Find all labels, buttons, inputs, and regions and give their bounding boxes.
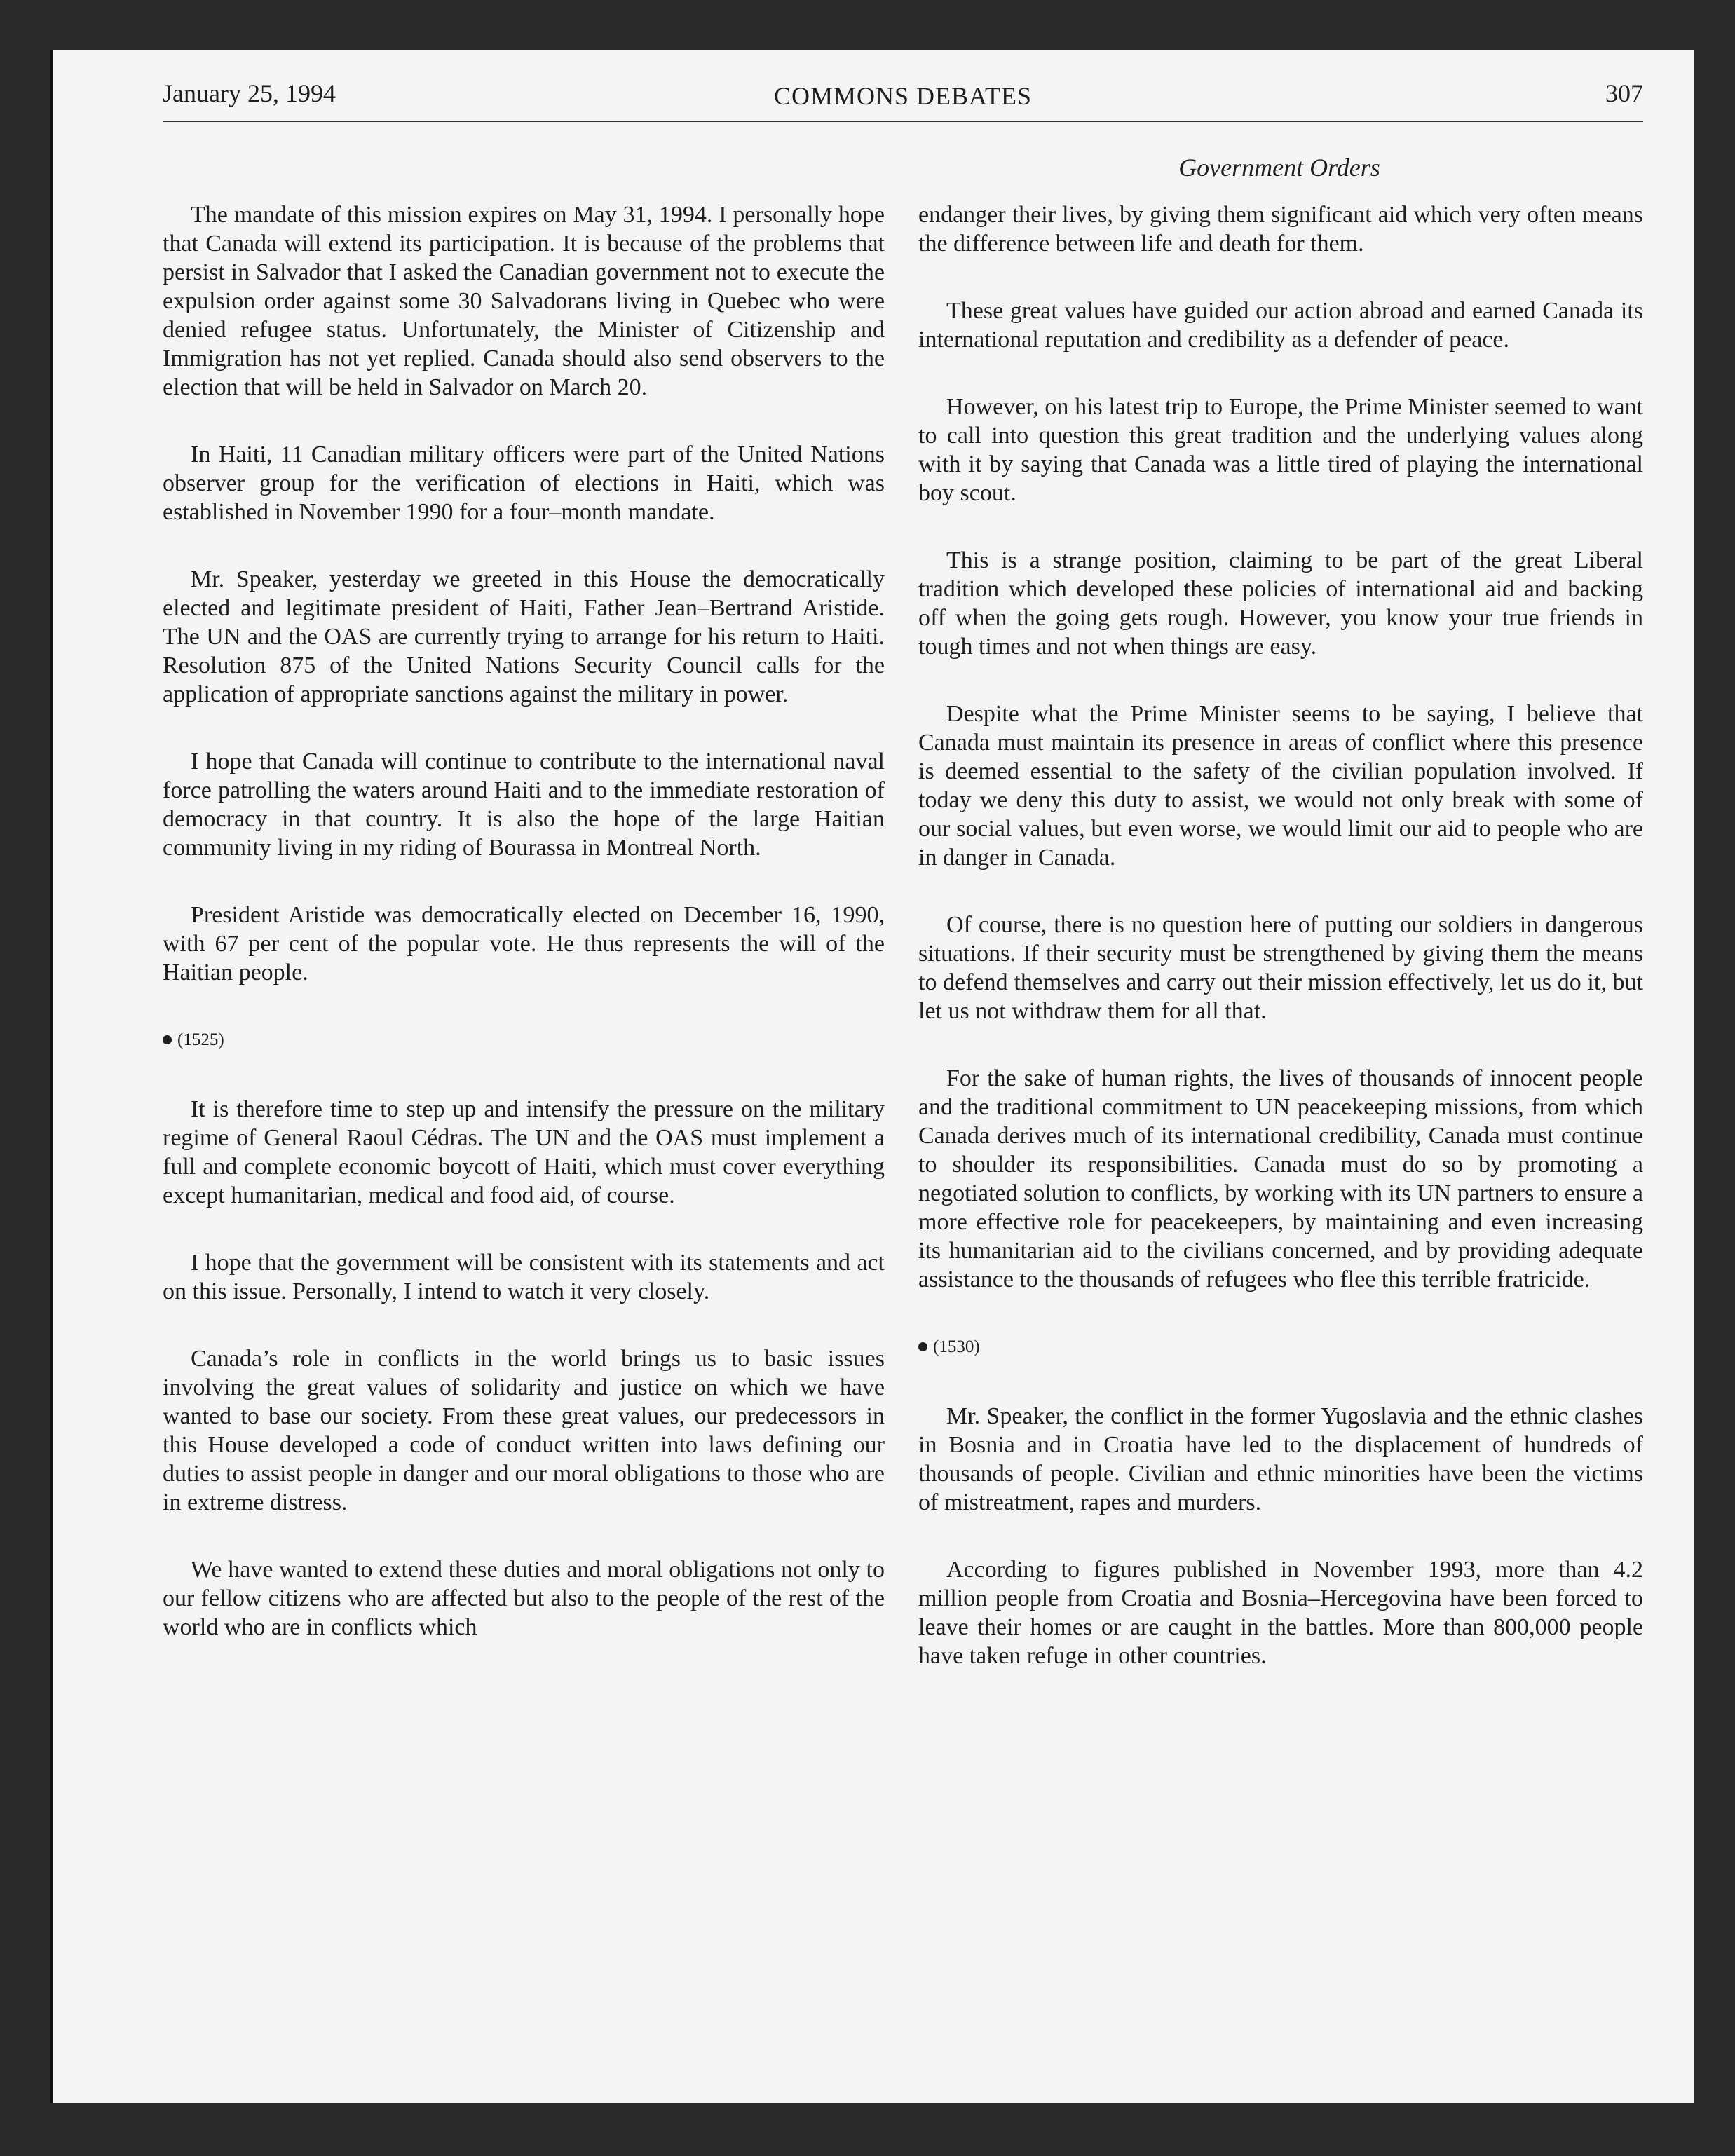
paragraph-continued: endanger their lives, by giving them significant aid which very often means the difference between life and death for them. xyxy=(918,202,1643,257)
time-marker xyxy=(163,1025,885,1054)
paragraph: These great values have guided our action abroad and earned Canada its international reputation and credibility as a defender of peace. xyxy=(918,298,1643,353)
paragraph: It is therefore time to step up and intensify the pressure on the military regime of General Raoul Cédras. The UN and the OAS must implement a full and complete economic boycott of Haiti, which must cover everything except humanitarian, medical and food aid, of course. xyxy=(163,1096,885,1208)
left-column xyxy=(163,200,885,1680)
paragraph: Despite what the Prime Minister seems to be saying, I believe that Canada must maintain its presence in areas of conflict where this presence is deemed essential to the safety of the civilian population involved. If today we deny this duty to assist, we would not only break with some of our social values, but even worse, we would limit our aid to people who are in danger in Canada. xyxy=(918,701,1643,871)
paragraph: Of course, there is no question here of putting our soldiers in dangerous situations. If their security must be strengthened by giving them the means to defend themselves and carry out their mission effectively, let us do it, but let us not withdraw them for all that. xyxy=(918,912,1643,1024)
header-rule xyxy=(163,121,1643,122)
section-title: Government Orders xyxy=(1178,153,1380,182)
header-title: COMMONS DEBATES xyxy=(773,82,1033,110)
header-date: January 25, 1994 xyxy=(163,79,336,107)
bullet-icon xyxy=(918,1342,927,1351)
paragraph: President Aristide was democratically elected on December 16, 1990, with 67 per cent of the popular vote. He thus represents the will of the Haitian people. xyxy=(163,902,885,985)
right-column xyxy=(918,200,1643,1709)
paragraph: However, on his latest trip to Europe, the Prime Minister seemed to want to call into question this great tradition and the underlying values along with it by saying that Canada was a little tired of playing the international boy scout. xyxy=(918,394,1643,506)
running-header xyxy=(163,79,1643,122)
page-number: 307 xyxy=(1605,79,1643,107)
paragraph: Mr. Speaker, yesterday we greeted in this House the democratically elected and legitimate president of Haiti, Father Jean–Bertrand Aristide. The UN and the OAS are currently trying to arrange for his return to Haiti. Resolution 875 of the United Nations Security Council calls for the application of appropriate sanctions against the military in power. xyxy=(163,566,885,707)
paragraph: In Haiti, 11 Canadian military officers were part of the United Nations observer group for the verification of elections in Haiti, which was established in November 1990 for a four–month mandate. xyxy=(163,442,885,525)
paragraph: According to figures published in November 1993, more than 4.2 million people from Croatia and Bosnia–Hercegovina have been forced to leave their homes or are caught in the battles. More than 800,000 people have taken refuge in other countries. xyxy=(918,1557,1643,1669)
paragraph: We have wanted to extend these duties and moral obligations not only to our fellow citizens who are affected but also to the people of the rest of the world who are in conflicts which xyxy=(163,1557,885,1640)
paragraph: Mr. Speaker, the conflict in the former Yugoslavia and the ethnic clashes in Bosnia and in Croatia have led to the displacement of hundreds of thousands of people. Civilian and ethnic minorities have been the victims of mistreatment, rapes and murders. xyxy=(918,1403,1643,1515)
bullet-icon xyxy=(163,1035,172,1044)
time-marker-text: (1525) xyxy=(177,1030,224,1049)
time-marker-text: (1530) xyxy=(933,1337,980,1356)
paragraph: I hope that Canada will continue to contribute to the international naval force patrolling the waters around Haiti and to the immediate restoration of democracy in that country. It is also the hope of the large Haitian community living in my riding of Bourassa in Montreal North. xyxy=(163,749,885,861)
paragraph: Canada’s role in conflicts in the world brings us to basic issues involving the great values of solidarity and justice on which we have wanted to base our society. From these great values, our predecessors in this House developed a code of conduct written into laws defining our duties to assist people in danger and our moral obligations to those who are in extreme distress. xyxy=(163,1346,885,1515)
paragraph: For the sake of human rights, the lives of thousands of innocent people and the traditional commitment to UN peacekeeping missions, from which Canada derives much of its international credibility, Canada must continue to shoulder its responsibilities. Canada must do so by promoting a negotiated solution to conflicts, by working with its UN partners to ensure a more effective role for peacekeepers, by maintaining and even increasing its humanitarian aid to the civilians concerned, and by providing adequate assistance to the thousands of refugees who flee this terrible fratricide. xyxy=(918,1065,1643,1292)
time-marker xyxy=(918,1332,1643,1361)
paragraph: This is a strange position, claiming to be part of the great Liberal tradition which developed these policies of international aid and backing off when the going gets rough. However, you know your true friends in tough times and not when things are easy. xyxy=(918,547,1643,660)
paragraph: The mandate of this mission expires on May 31, 1994. I personally hope that Canada will extend its participation. It is because of the problems that persist in Salvador that I asked the Canadian government not to execute the expulsion order against some 30 Salvadorans living in Quebec who were denied refugee status. Unfortunately, the Minister of Citizenship and Immigration has not yet replied. Canada should also send observers to the election that will be held in Salvador on March 20. xyxy=(163,202,885,400)
paragraph: I hope that the government will be consistent with its statements and act on this issue. Personally, I intend to watch it very closely. xyxy=(163,1250,885,1304)
